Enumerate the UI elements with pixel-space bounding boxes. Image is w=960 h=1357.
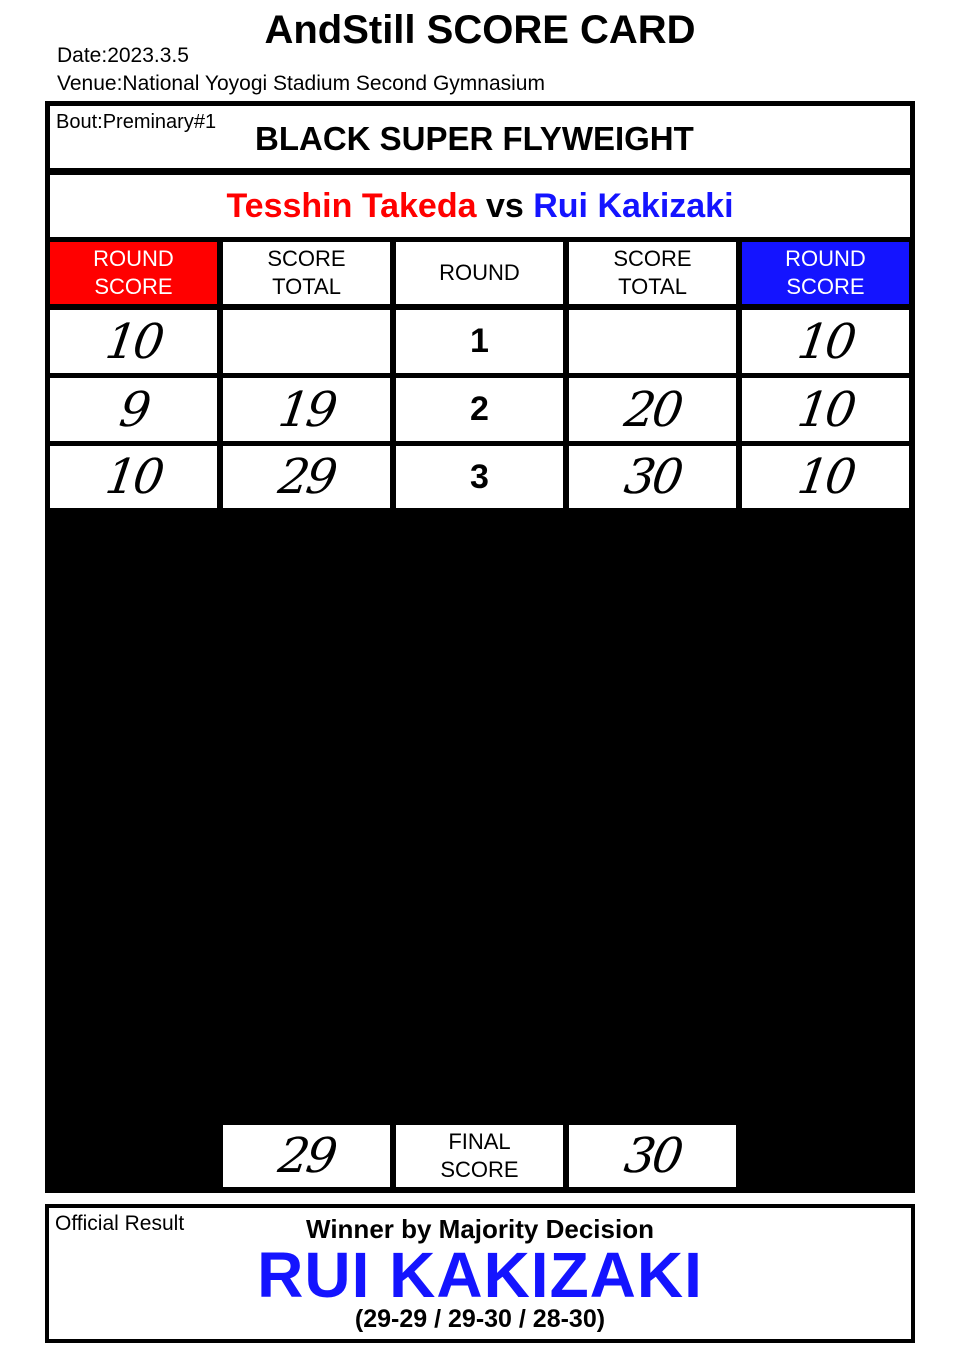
- header-red-round-score: ROUND SCORE: [50, 242, 217, 304]
- blue-fighter-name: Rui Kakizaki: [533, 187, 734, 225]
- blue-score-total-cell: [569, 310, 736, 373]
- red-score-total-cell: [223, 446, 390, 508]
- blue-round-score: 10: [794, 313, 857, 370]
- official-result-box: [45, 1204, 915, 1343]
- vs-label: vs: [485, 187, 524, 225]
- official-result-label: Official Result: [55, 1212, 185, 1235]
- blue-round-score: 10: [794, 449, 857, 505]
- final-red-score: 29: [275, 1128, 338, 1184]
- blue-round-score: 10: [794, 381, 857, 438]
- round-number: 3: [470, 457, 489, 496]
- venue-label: Venue:National Yoyogi Stadium Second Gymnasium: [57, 72, 545, 95]
- round-number-cell: [396, 378, 563, 441]
- red-score-total: 19: [275, 381, 338, 438]
- blue-score-total: 30: [621, 449, 684, 505]
- scorecard-frame: [45, 101, 915, 1193]
- header-round: ROUND: [396, 242, 563, 304]
- final-score-label: FINAL SCORE: [396, 1125, 563, 1187]
- table-row: [50, 310, 217, 373]
- blue-round-score-cell: [742, 310, 909, 373]
- red-score-total-cell: [223, 310, 390, 373]
- round-number-cell: [396, 446, 563, 508]
- table-row: [50, 378, 217, 441]
- official-result-inner: [49, 1208, 911, 1339]
- round-number: 1: [470, 322, 489, 360]
- final-red-cell: [223, 1125, 390, 1187]
- date-label: Date:2023.3.5: [57, 44, 189, 67]
- blue-round-score-cell: [742, 446, 909, 508]
- final-blue-score: 30: [621, 1128, 684, 1184]
- card-title: AndStill SCORE CARD: [264, 8, 696, 52]
- final-blue-cell: [569, 1125, 736, 1187]
- division-title: BLACK SUPER FLYWEIGHT: [255, 120, 694, 157]
- header-blue-round-score: ROUND SCORE: [742, 242, 909, 304]
- winner-name: RUI KAKIZAKI: [257, 1239, 703, 1311]
- round-number: 2: [470, 390, 489, 428]
- red-score-total-cell: [223, 378, 390, 441]
- fighters-line: [50, 187, 910, 226]
- decision-text: Winner by Majority Decision: [306, 1214, 654, 1244]
- blue-score-total-cell: [569, 378, 736, 441]
- blue-score-total-cell: [569, 446, 736, 508]
- red-fighter-name: Tesshin Takeda: [226, 187, 477, 225]
- header-blue-score-total: SCORE TOTAL: [569, 242, 736, 304]
- red-round-score: 9: [115, 381, 152, 438]
- red-score-total: 29: [275, 449, 338, 505]
- header-red-score-total: SCORE TOTAL: [223, 242, 390, 304]
- table-row: [50, 446, 217, 508]
- blue-round-score-cell: [742, 378, 909, 441]
- bout-row: [50, 106, 910, 168]
- fighters-row: [50, 175, 910, 237]
- judges-scores: (29-29 / 29-30 / 28-30): [354, 1305, 606, 1333]
- red-round-score: 10: [102, 449, 165, 505]
- red-round-score: 10: [102, 313, 165, 370]
- round-number-cell: [396, 310, 563, 373]
- bout-label: Bout:Preminary#1: [56, 111, 217, 133]
- blue-score-total: 20: [621, 381, 684, 438]
